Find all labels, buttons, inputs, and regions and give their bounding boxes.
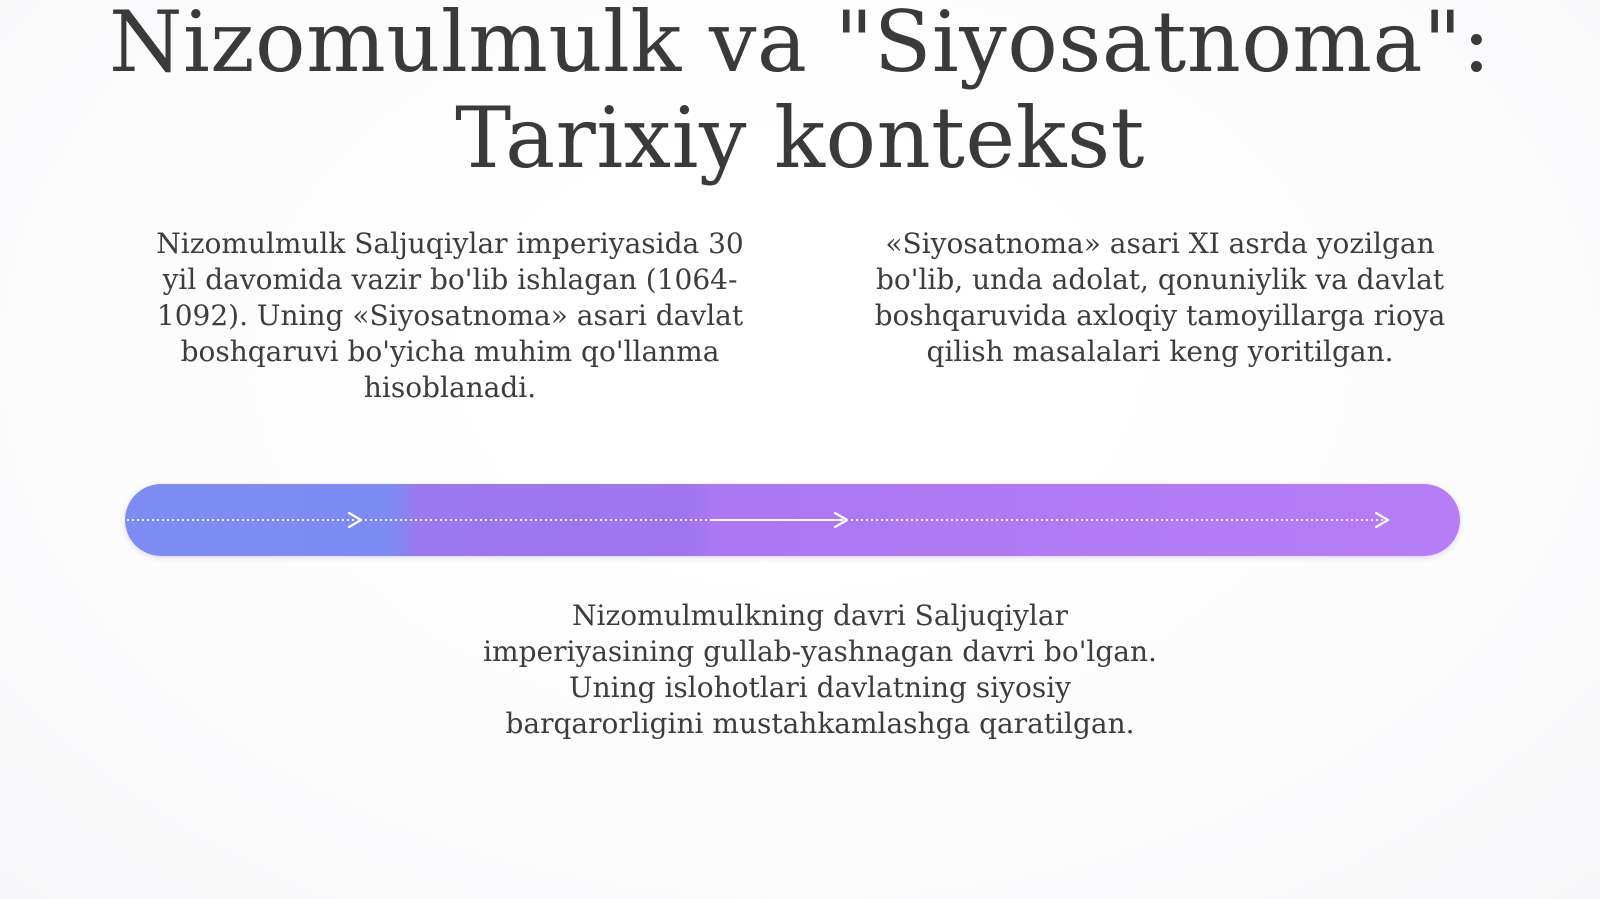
paragraph-right: «Siyosatnoma» asari XI asrda yozilgan bo'lib, unda adolat, qonuniylik va davlat boshqaruvida axloqiy tamoyillarga rioya qilish masalalari keng yoritilgan. — [874, 227, 1446, 368]
timeline-arrows — [125, 484, 1460, 556]
timeline-bar — [125, 484, 1460, 556]
title-line-2: Tarixiy kontekst — [455, 89, 1145, 187]
page-title — [0, 0, 1600, 186]
title-line-1: Nizomulmulk va "Siyosatnoma": — [108, 0, 1492, 91]
paragraph-left: Nizomulmulk Saljuqiylar imperiyasida 30 yil davomida vazir bo'lib ishlagan (1064-1092). Uning «Siyosatnoma» asari davlat boshqaruvi bo'yicha muhim qo'llanma hisoblanadi. — [156, 227, 744, 404]
arrow-right-icon — [349, 513, 361, 527]
paragraph-bottom: Nizomulmulkning davri Saljuqiylar imperiyasining gullab-yashnagan davri bo'lgan. Uning islohotlari davlatning siyosiy barqarorligini mustahkamlashga qaratilgan. — [483, 599, 1157, 740]
